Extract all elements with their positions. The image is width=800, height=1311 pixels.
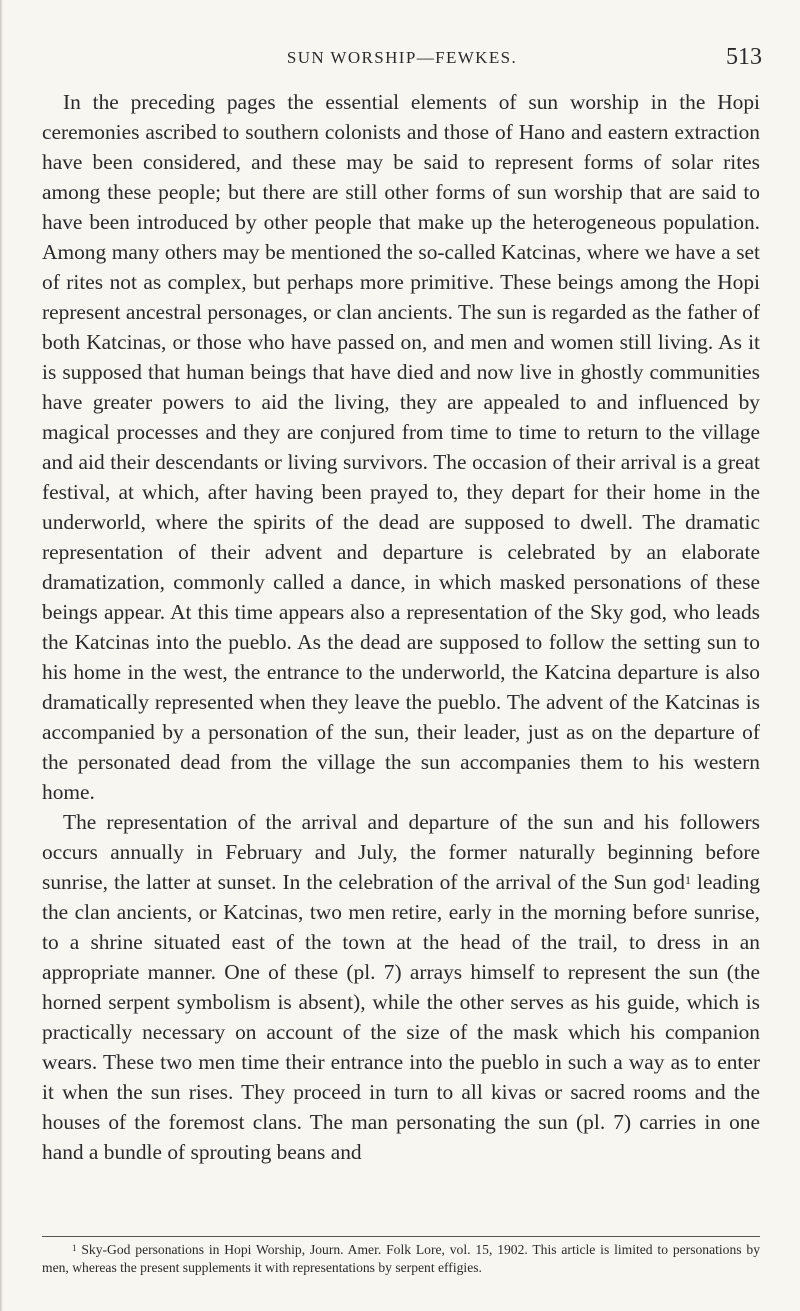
footnote-mark: 1 xyxy=(72,1243,77,1253)
paragraph-2 xyxy=(42,807,760,1167)
paragraph-2-start: The representation of the arrival and departure of the sun and his followers occurs annually in February and July, the former naturally beginning before sunrise, the latter at sunset. In the celebration of the arrival of the Sun god xyxy=(42,810,760,894)
page-number: 513 xyxy=(726,44,762,70)
body-text xyxy=(42,87,760,1167)
page-header xyxy=(42,44,762,74)
running-head: SUN WORSHIP—FEWKES. xyxy=(286,48,518,67)
footnote-divider xyxy=(42,1236,760,1237)
binding-edge xyxy=(0,0,3,1311)
footnote-reference[interactable]: 1 xyxy=(684,873,691,887)
paragraph-1: In the preceding pages the essential elements of sun worship in the Hopi ceremonies ascribed to southern colonists and those of Hano and eastern extraction have been considered, and these may be said to represent forms of solar rites among these people; but there are still other forms of sun worship that are said to have been introduced by other people that make up the heterogeneous population. Among many others may be mentioned the so-called Katcinas, where we have a set of rites not as complex, but perhaps more primitive. These beings among the Hopi represent ancestral personages, or clan ancients. The sun is regarded as the father of both Katcinas, or those who have passed on, and men and women still living. As it is supposed that human beings that have died and now live in ghostly communities have greater powers to aid the living, they are appealed to and influenced by magical processes and they are conjured from time to time to return to the village and aid their descendants or living survivors. The occasion of their arrival is a great festival, at which, after having been prayed to, they depart for their home in the underworld, where the spirits of the dead are supposed to dwell. The dramatic representation of their advent and departure is celebrated by an elaborate dramatization, commonly called a dance, in which masked personations of these beings appear. At this time appears also a representation of the Sky god, who leads the Katcinas into the pueblo. As the dead are supposed to follow the setting sun to his home in the west, the entrance to the underworld, the Katcina departure is also dramatically represented when they leave the pueblo. The advent of the Katcinas is accompanied by a personation of the sun, their leader, just as on the departure of the personated dead from the village the sun accompanies them to his western home. xyxy=(42,90,760,804)
footnote xyxy=(42,1241,760,1276)
paragraph-2-end: leading the clan ancients, or Katcinas, two men retire, early in the morning before sunrise, to a shrine situated east of the town at the head of the trail, to dress in an appropriate manner. One of these (pl. 7) arrays himself to represent the sun (the horned serpent symbolism is absent), while the other serves as his guide, which is practically necessary on account of the size of the mask which his companion wears. These two men time their entrance into the pueblo in such a way as to enter it when the sun rises. They proceed in turn to all kivas or sacred rooms and the houses of the foremost clans. The man personating the sun (pl. 7) carries in one hand a bundle of sprouting beans and xyxy=(42,870,760,1164)
footnote-text: Sky-God personations in Hopi Worship, Journ. Amer. Folk Lore, vol. 15, 1902. This article is limited to personations by men, whereas the present supplements it with representations by serpent effigies. xyxy=(42,1242,760,1275)
